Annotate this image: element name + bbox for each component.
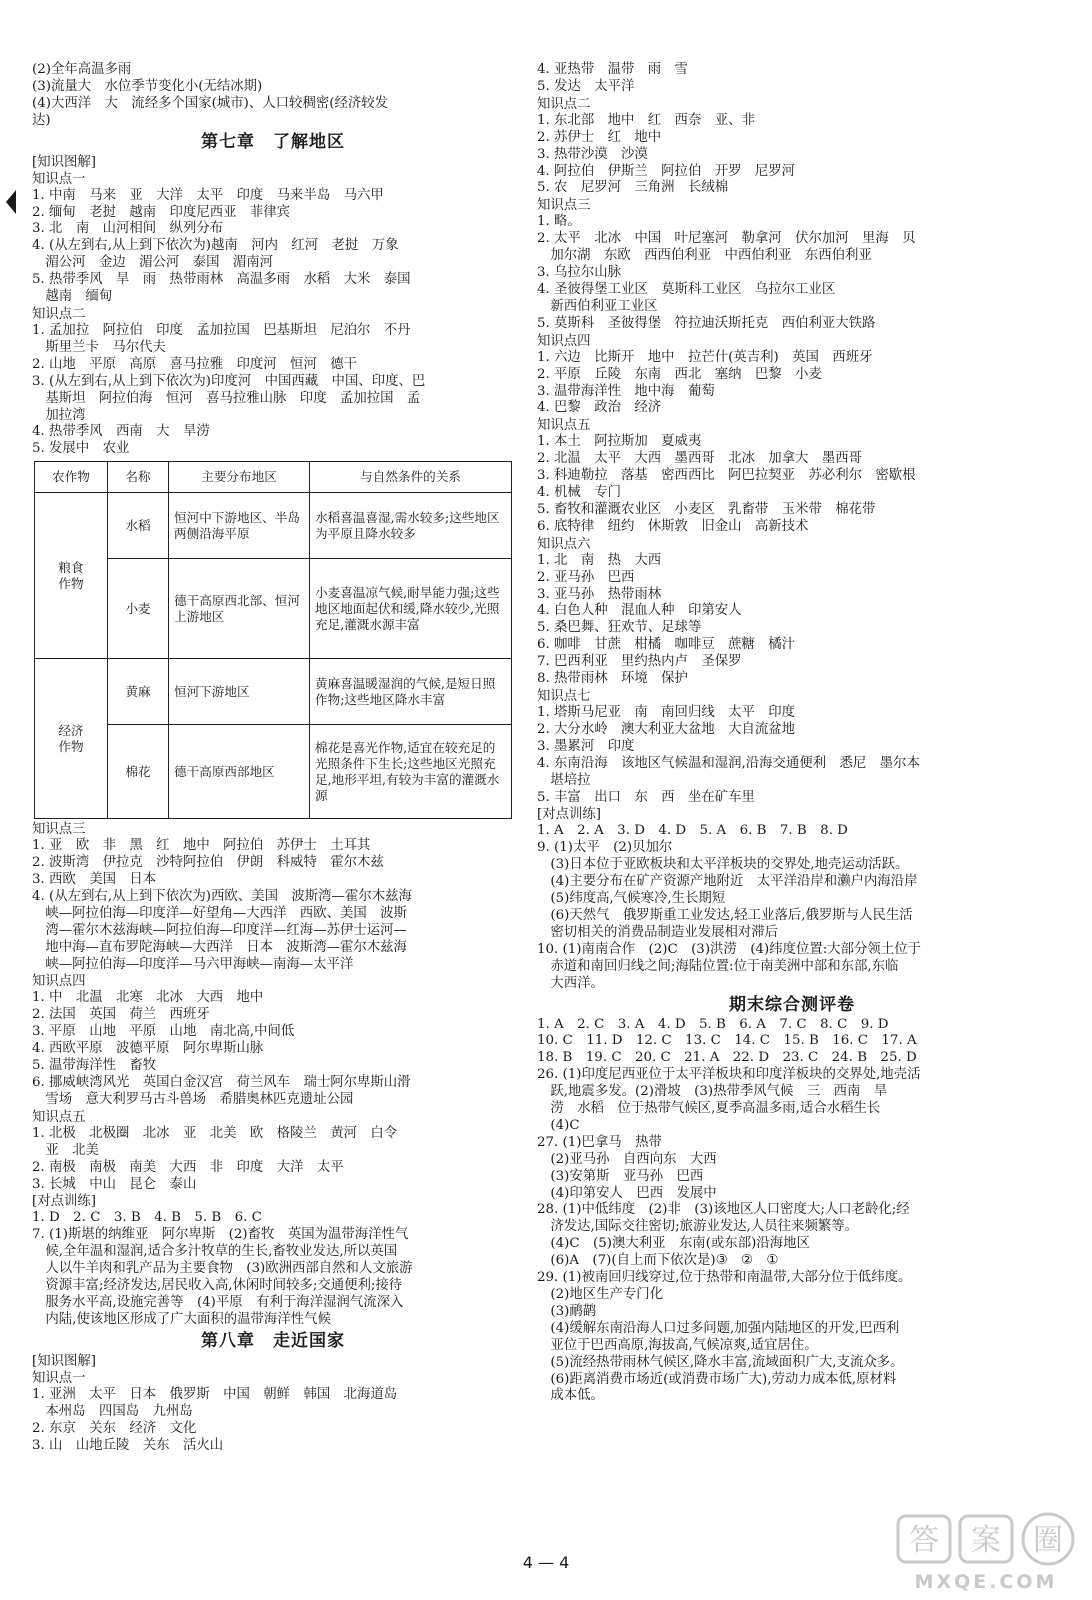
line: 1. 东北部 地中 红 西奈 亚、非 (537, 112, 755, 128)
line: 3. 西欧 美国 日本 (32, 872, 157, 888)
intro-block (32, 62, 514, 130)
line: 6. 咖啡 甘蔗 柑橘 咖啡豆 蔗糖 橘汁 (537, 637, 796, 653)
line: 1. 本土 阿拉斯加 夏威夷 (537, 434, 702, 450)
kp1-block (32, 188, 514, 306)
line: (3)安第斯 亚马孙 巴西 (537, 1168, 704, 1184)
line: 内陆,使该地区形成了广大面积的温带海洋性气候 (32, 1311, 331, 1327)
line: 1. 中 北温 北寒 北冰 大西 地中 (32, 990, 264, 1006)
line: 2. 东京 关东 经济 文化 (32, 1420, 197, 1436)
line: 亚 北美 (32, 1142, 99, 1158)
table-header-row (35, 462, 512, 493)
line: 跃,地震多发。(2)滑坡 (3)热带季风气候 三 西南 旱 (537, 1084, 888, 1100)
line: 涝 水稻 位于热带气候区,夏季高温多雨,适合水稻生长 (537, 1101, 881, 1117)
line: 服务水平高,设施完善等 (4)平原 有利于海洋湿润气流深入 (32, 1294, 404, 1310)
r-kp5-block (537, 434, 1047, 535)
line: 4. 热带季风 西南 大 旱涝 (32, 424, 210, 440)
line: (4)C (537, 1117, 580, 1133)
line: 1. 北极 北极圈 北冰 亚 北美 欧 格陵兰 黄河 白令 (32, 1125, 398, 1141)
line: 4. 西欧平原 波德平原 阿尔卑斯山脉 (32, 1041, 264, 1057)
line: 1. A 2. C 3. A 4. D 5. B 6. A 7. C 8. C 9. D (537, 1016, 889, 1032)
line: 27. (1)巴拿马 热带 (537, 1134, 662, 1150)
line: 1. 亚洲 太平 日本 俄罗斯 中国 朝鲜 韩国 北海道岛 (32, 1386, 398, 1402)
line: 1. 六边 比斯开 地中 拉芒什(英吉利) 英国 西班牙 (537, 349, 873, 365)
line: 6. 底特律 纽约 休斯敦 旧金山 高新技术 (537, 518, 809, 534)
line: 3. (从左到右,从上到下依次为)印度河 中国西藏 中国、印度、巴 (32, 373, 426, 389)
line: (6)天然气 俄罗斯重工业发达,轻工业落后,俄罗斯与人民生活 (537, 907, 913, 923)
kp-title: 知识点六 (537, 536, 591, 552)
line: 2. 亚马孙 巴西 (537, 569, 635, 585)
r-kp3-block (537, 214, 1047, 332)
r-practice-block (537, 823, 1047, 992)
line: 3. 乌拉尔山脉 (537, 265, 621, 281)
line: 1. 塔斯马尼亚 南 南回归线 太平 印度 (537, 705, 796, 720)
line: 5. 发展中 农业 (32, 441, 130, 457)
kp4-block (32, 990, 514, 1108)
line: 地中海—直布罗陀海峡—大西洋 日本 波斯湾—霍尔木兹海 (32, 939, 407, 955)
line: 人以牛羊肉和乳产品为主要食物 (3)欧洲西部自然和人文旅游 (32, 1261, 413, 1277)
line: 4. (从左到右,从上到下依次为)西欧、美国 波斯湾—霍尔木兹海 (32, 888, 412, 904)
header-cell: 农作物 (35, 462, 108, 493)
line: 2. 平原 丘陵 东南 西北 塞纳 巴黎 小麦 (537, 366, 822, 382)
line: 3. 热带沙漠 沙漠 (537, 146, 648, 162)
line: 峡—阿拉伯海—印度洋—好望角—大西洋 西欧、美国 波斯 (32, 905, 407, 921)
line: (6)距离消费市场近(或消费市场广大),劳动力成本低,原材料 (537, 1371, 897, 1387)
kp-title: 知识点一 (32, 1370, 86, 1386)
line: (4)缓解东南沿海人口过多问题,加强内陆地区的开发,巴西利 (537, 1320, 900, 1336)
line: 2. 北温 太平 大西 墨西哥 北冰 加拿大 墨西哥 (537, 451, 863, 467)
line: 大西洋。 (537, 975, 604, 991)
section-label: [知识图解] (32, 154, 97, 170)
line: 1. D 2. C 3. B 4. B 5. B 6. C (32, 1210, 262, 1226)
crop-relation: 小麦喜温凉气候,耐旱能力强;这些地区地面起伏和缓,降水较少,光照充足,灌溉水源丰富 (310, 559, 512, 659)
line: 峡—阿拉伯海—印度洋—马六甲海峡—南海—太平洋 (32, 956, 354, 972)
practice-block (32, 1210, 514, 1328)
final-exam-block (537, 1017, 1047, 1406)
header-cell: 主要分布地区 (169, 462, 310, 493)
line: 1. 中南 马来 亚 大洋 太平 印度 马来半岛 马六甲 (32, 187, 384, 203)
line: 3. 北 南 山河相间 纵列分布 (32, 221, 224, 237)
line: (4)印第安人 巴西 发展中 (537, 1185, 717, 1201)
line: 8. 热带雨林 环境 保护 (537, 671, 688, 687)
line: 2. 苏伊士 红 地中 (537, 129, 662, 145)
line: 雪场 意大利罗马古斗兽场 希腊奥林匹克遗址公园 (32, 1091, 354, 1107)
group-label: 粮食作物 (58, 559, 84, 591)
line: 成本低。 (537, 1388, 604, 1404)
line: (2)地区生产专门化 (537, 1287, 664, 1302)
line: 赤道和南回归线之间;海陆位置:位于南美洲中部和东部,东临 (537, 958, 899, 974)
line: 湾—霍尔木兹海峡—阿拉伯海—印度洋—红海—苏伊士运河— (32, 922, 407, 938)
r-kp6-block (537, 553, 1047, 688)
line: 1. A 2. A 3. D 4. D 5. A 6. B 7. B 8. D (537, 823, 848, 839)
r-kp7-block (537, 705, 1047, 806)
line: 3. 长城 中山 昆仑 泰山 (32, 1176, 197, 1192)
watermark-logo-icon (890, 1510, 1082, 1596)
line: 5. 丰富 出口 东 西 坐在矿车里 (537, 789, 755, 805)
crop-region: 恒河中下游地区、半岛两侧沿海平原 (169, 493, 310, 559)
line: 2. 山地 平原 高原 喜马拉雅 印度河 恒河 德干 (32, 356, 358, 372)
ch8-kp1-block (32, 1387, 514, 1455)
kp-title: 知识点七 (537, 689, 591, 704)
r-kp4-block (537, 350, 1047, 418)
line: 1. 亚 欧 非 黑 红 地中 阿拉伯 苏伊士 土耳其 (32, 838, 371, 854)
line: 资源丰富;经济发达,居民收入高,休闲时间较多;交通便利;接待 (32, 1278, 403, 1294)
line: 3. 亚马孙 热带雨林 (537, 586, 662, 602)
line: 4. 巴黎 政治 经济 (537, 400, 662, 416)
line: 7. (1)斯堪的纳维亚 阿尔卑斯 (2)畜牧 英国为温带海洋性气 (32, 1227, 409, 1243)
kp5-block (32, 1126, 514, 1194)
crop-name: 棉花 (108, 725, 169, 819)
line: 基斯坦 阿拉伯海 恒河 喜马拉雅山脉 印度 孟加拉国 孟 (32, 390, 421, 406)
kp2-block (32, 323, 514, 458)
line: (3)鸸鹋 (537, 1303, 597, 1319)
line: 密切相关的消费品制造业发展相对滞后 (537, 924, 779, 940)
line: 越南 缅甸 (32, 289, 113, 305)
line: 2. 南极 南极 南美 大西 非 印度 大洋 太平 (32, 1159, 344, 1175)
group-cell (35, 493, 108, 659)
line: 济发达,国际交往密切;旅游业发达,人员往来频繁等。 (537, 1219, 859, 1235)
table-row (35, 659, 512, 725)
line: 5. 农 尼罗河 三角洲 长绒棉 (537, 180, 729, 196)
line: 2. 波斯湾 伊拉克 沙特阿拉伯 伊朗 科威特 霍尔木兹 (32, 855, 384, 871)
section-label: [知识图解] (32, 1353, 97, 1369)
line: 2. 太平 北冰 中国 叶尼塞河 勒拿河 伏尔加河 里海 贝 (537, 231, 916, 247)
line: 4. 圣彼得堡工业区 莫斯科工业区 乌拉尔工业区 (537, 281, 836, 297)
line: 亚位于巴西高原,海拔高,气候凉爽,适宜居住。 (537, 1337, 818, 1353)
chapter-8-title: 第八章 走近国家 (201, 1330, 345, 1351)
group-cell (35, 659, 108, 819)
line: 2. 大分水岭 澳大利亚大盆地 大自流盆地 (537, 721, 796, 737)
section-label: [对点训练] (537, 807, 602, 823)
line: 5. 发达 太平洋 (537, 78, 635, 94)
line: 28. (1)中低纬度 (2)非 (3)该地区人口密度大;人口老龄化;经 (537, 1202, 910, 1218)
final-exam-title: 期末综合测评卷 (729, 994, 855, 1015)
line: 达) (32, 112, 51, 128)
line: (4)C (5)澳大利亚 东南(或东部)沿海地区 (537, 1236, 810, 1252)
section-label: [对点训练] (32, 1194, 97, 1210)
line: 5. 畜牧和灌溉农业区 小麦区 乳畜带 玉米带 棉花带 (537, 501, 876, 517)
kp-title: 知识点二 (32, 306, 86, 322)
line: (3)流量大 水位季节变化小(无结冰期) (32, 78, 263, 94)
crop-name: 水稻 (108, 493, 169, 559)
line: 3. 科迪勒拉 落基 密西西比 阿巴拉契亚 苏必利尔 密歇根 (537, 468, 916, 484)
right-column (537, 62, 1047, 1405)
kp-title: 知识点四 (32, 974, 86, 990)
line: 3. 山 山地丘陵 关东 活火山 (32, 1437, 224, 1453)
line: 4. 机械 专门 (537, 485, 621, 501)
line: 10. C 11. D 12. C 13. C 14. C 15. B 16. C 17. A (537, 1033, 917, 1049)
line: 7. 巴西利亚 里约热内卢 圣保罗 (537, 654, 742, 670)
kp-title: 知识点二 (537, 96, 591, 112)
svg-text:圈: 圈 (1033, 1523, 1063, 1558)
line: 湄公河 金边 湄公河 泰国 湄南河 (32, 255, 274, 271)
kp-title: 知识点四 (537, 333, 591, 349)
line: 4. 亚热带 温带 雨 雪 (537, 62, 688, 77)
crop-table (34, 461, 512, 819)
page-number: 4 — 4 (522, 1553, 570, 1572)
line: (2)全年高温多雨 (32, 62, 132, 77)
margin-arrow-icon (4, 190, 18, 214)
crop-region: 德干高原西北部、恒河上游地区 (169, 559, 310, 659)
line: 本州岛 四国岛 九州岛 (32, 1403, 193, 1419)
line: 5. 桑巴舞、狂欢节、足球等 (537, 620, 702, 636)
line: 4. 东南沿海 该地区气候温和湿润,沿海交通便利 悉尼 墨尔本 (537, 755, 920, 771)
line: (3)日本位于亚欧板块和太平洋板块的交界处,地壳运动活跃。 (537, 857, 909, 873)
line: 斯里兰卡 马尔代夫 (32, 339, 166, 355)
kp-title: 知识点三 (537, 198, 591, 214)
line: 9. (1)太平 (2)贝加尔 (537, 840, 673, 856)
line: (4)主要分布在矿产资源产地附近 太平洋沿岸和濑户内海沿岸 (537, 874, 918, 890)
line: 4. (从左到右,从上到下依次为)越南 河内 红河 老挝 万象 (32, 238, 399, 254)
line: 加尔湖 东欧 西西伯利亚 中西伯利亚 东西伯利亚 (537, 248, 872, 264)
chapter-7-title: 第七章 了解地区 (201, 131, 345, 152)
line: (4)大西洋 大 流经多个国家(城市)、人口较稠密(经济较发 (32, 95, 389, 111)
top-block (537, 62, 1047, 96)
line: 5. 热带季风 旱 雨 热带雨林 高温多雨 水稻 大米 泰国 (32, 272, 411, 288)
line: 29. (1)被南回归线穿过,位于热带和南温带,大部分位于低纬度。 (537, 1270, 912, 1286)
line: (5)纬度高,气候寒冷,生长期短 (537, 891, 726, 907)
crop-region: 德干高原西部地区 (169, 725, 310, 819)
line: 1. 北 南 热 大西 (537, 552, 662, 568)
crop-relation: 水稻喜温喜湿,需水较多;这些地区为平原且降水较多 (310, 493, 512, 559)
line: 5. 莫斯科 圣彼得堡 符拉迪沃斯托克 西伯利亚大铁路 (537, 315, 876, 331)
line: 2. 法国 英国 荷兰 西班牙 (32, 1007, 210, 1023)
line: 18. B 19. C 20. C 21. A 22. D 23. C 24. B 25. D (537, 1050, 917, 1066)
left-column (32, 62, 514, 1454)
line: 3. 墨累河 印度 (537, 738, 635, 754)
svg-text:答: 答 (909, 1523, 939, 1558)
line: 2. 缅甸 老挝 越南 印度尼西亚 菲律宾 (32, 204, 291, 220)
line: 堪培拉 (537, 772, 591, 788)
crop-name: 黄麻 (108, 659, 169, 725)
line: 新西伯利亚工业区 (537, 298, 658, 314)
group-label: 经济作物 (58, 722, 84, 754)
crop-name: 小麦 (108, 559, 169, 659)
line: 10. (1)南南合作 (2)C (3)洪涝 (4)纬度位置:大部分领土位于 (537, 941, 921, 957)
svg-text:MXQE.COM: MXQE.COM (914, 1571, 1058, 1593)
kp-title: 知识点五 (537, 418, 591, 434)
line: (2)亚马孙 自西向东 大西 (537, 1151, 717, 1167)
line: 候,全年温和湿润,适合多汁牧草的生长,畜牧业发达,所以英国 (32, 1244, 398, 1260)
header-cell: 与自然条件的关系 (310, 462, 512, 493)
crop-relation: 黄麻喜温暖湿润的气候,是短日照作物;这些地区降水丰富 (310, 659, 512, 725)
line: 3. 温带海洋性 地中海 葡萄 (537, 383, 715, 399)
crop-relation: 棉花是喜光作物,适宜在较充足的光照条件下生长;这些地区光照充足,地形平坦,有较为丰富的灌溉水源 (310, 725, 512, 819)
line: 1. 略。 (537, 214, 581, 230)
kp-title: 知识点一 (32, 171, 86, 187)
svg-text:案: 案 (971, 1523, 1001, 1558)
line: 加拉湾 (32, 407, 86, 423)
line: 3. 平原 山地 平原 山地 南北高,中间低 (32, 1024, 295, 1040)
r-kp2-block (537, 113, 1047, 198)
kp3-block (32, 838, 514, 973)
line: 5. 温带海洋性 畜牧 (32, 1058, 157, 1074)
crop-region: 恒河下游地区 (169, 659, 310, 725)
line: 26. (1)印度尼西亚位于太平洋板块和印度洋板块的交界处,地壳活 (537, 1067, 921, 1083)
table-row (35, 493, 512, 559)
line: (6)A (7)(自上而下依次是)③ ② ① (537, 1253, 779, 1269)
line: 4. 阿拉伯 伊斯兰 阿拉伯 开罗 尼罗河 (537, 163, 796, 179)
line: 1. 孟加拉 阿拉伯 印度 孟加拉国 巴基斯坦 尼泊尔 不丹 (32, 322, 411, 338)
kp-title: 知识点五 (32, 1109, 86, 1125)
kp-title: 知识点三 (32, 822, 86, 838)
header-cell: 名称 (108, 462, 169, 493)
line: (5)流经热带雨林气候区,降水丰富,流域面积广大,支流众多。 (537, 1354, 904, 1370)
line: 6. 挪威峡湾风光 英国白金汉宫 荷兰风车 瑞士阿尔卑斯山滑 (32, 1075, 411, 1090)
line: 4. 白色人种 混血人种 印第安人 (537, 603, 742, 619)
